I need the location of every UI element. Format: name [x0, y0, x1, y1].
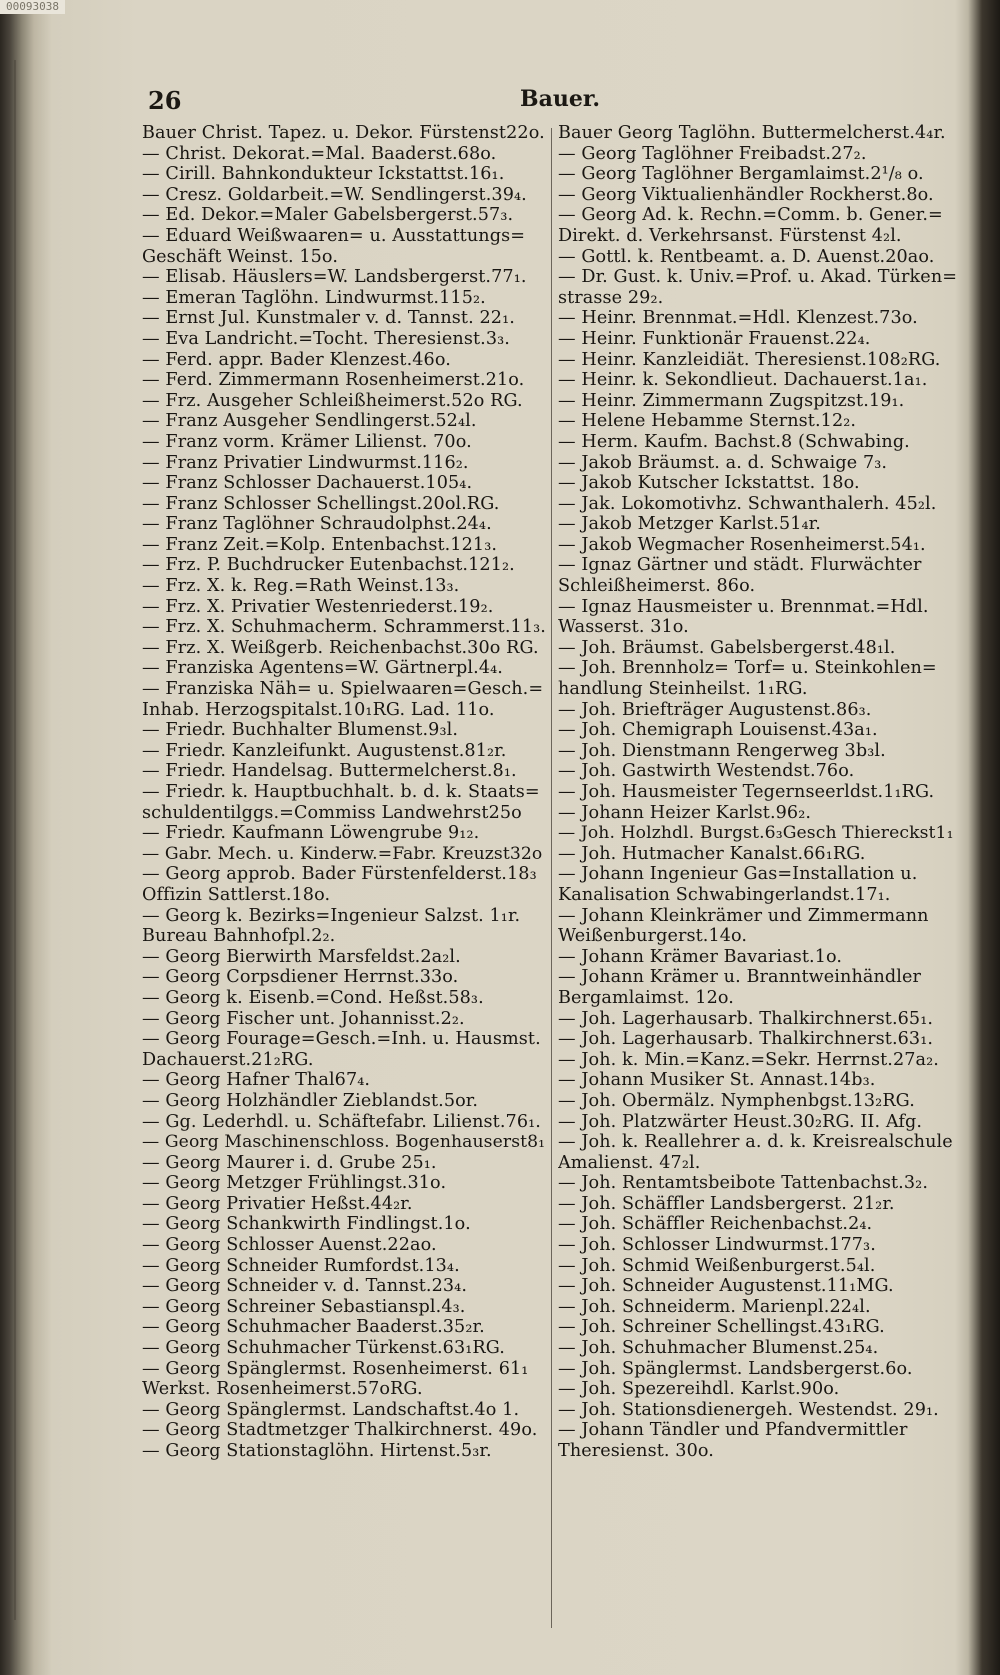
directory-entry-line: Offizin Sattlerst.18o. [142, 884, 331, 905]
directory-entry-line: — Georg Metzger Frühlingst.31o. [142, 1173, 447, 1194]
directory-entry-line: — Ferd. appr. Bader Klenzest.46o. [142, 349, 451, 370]
directory-entry-line: — Franz Taglöhner Schraudolphst.24₄. [142, 514, 492, 535]
directory-entry-line: — Ferd. Zimmermann Rosenheimerst.21o. [142, 370, 525, 391]
directory-entry-line: — Johann Ingenieur Gas=Installation u. [558, 864, 918, 885]
directory-entry-line: — Georg Spänglermst. Rosenheimerst. 61₁ [142, 1358, 529, 1379]
directory-entry-line: — Ignaz Gärtner und städt. Flurwächter [558, 555, 922, 576]
directory-entry-line: — Georg Corpsdiener Herrnst.33o. [142, 967, 459, 988]
directory-entry-line: — Joh. k. Reallehrer a. d. k. Kreisrealschule [558, 1132, 953, 1153]
directory-entry-line: — Joh. Obermälz. Nymphenbgst.13₂RG. [558, 1090, 915, 1111]
directory-entry-line: — Georg Stadtmetzger Thalkirchnerst. 49o. [142, 1420, 538, 1441]
directory-entry-line: — Heinr. Funktionär Frauenst.22₄. [558, 328, 871, 349]
directory-entry-line: Kanalisation Schwabingerlandst.17₁. [558, 884, 891, 905]
directory-entry-line: — Joh. Holzhdl. Burgst.6₃Gesch Thiereckst1₁ [558, 823, 954, 844]
directory-entry-line: — Joh. Hausmeister Tegernseerldst.1₁RG. [558, 782, 935, 802]
directory-entry-line: — Gottl. k. Rentbeamt. a. D. Auenst.20ao. [558, 246, 935, 267]
directory-entry-line: strasse 29₂. [558, 287, 664, 308]
directory-entry-line: — Joh. Gastwirth Westendst.76o. [558, 761, 855, 782]
directory-entry-line: — Christ. Dekorat.=Mal. Baaderst.68o. [142, 143, 497, 164]
directory-entry-line: Amalienst. 47₂l. [558, 1152, 701, 1173]
directory-entry-line: — Franz Schlosser Schellingst.20ol.RG. [142, 493, 500, 514]
directory-entry-line: — Georg Schlosser Auenst.22ao. [142, 1235, 437, 1256]
directory-entry-line: — Joh. Schneiderm. Marienpl.22₄l. [558, 1296, 871, 1317]
directory-entry-line: — Georg Schuhmacher Türkenst.63₁RG. [142, 1338, 505, 1359]
directory-entry-line: — Georg Schneider v. d. Tannst.23₄. [142, 1276, 468, 1297]
directory-entry-line: — Jakob Metzger Karlst.51₄r. [558, 514, 821, 535]
directory-entry-line: Bureau Bahnhofpl.2₂. [142, 926, 336, 947]
directory-entry-line: — Franz Zeit.=Kolp. Entenbachst.121₃. [142, 534, 498, 555]
directory-entry-line: — Joh. Schäffler Reichenbachst.2₄. [558, 1214, 873, 1235]
directory-entry-line: — Eduard Weißwaaren= u. Ausstattungs= [142, 225, 526, 246]
directory-entry-line: — Gabr. Mech. u. Kinderw.=Fabr. Kreuzst32o [142, 843, 543, 864]
directory-entry-line: — Eva Landricht.=Tocht. Theresienst.3₃. [142, 328, 510, 349]
directory-entry-line: — Joh. Schreiner Schellingst.43₁RG. [558, 1317, 885, 1338]
directory-entry-line: — Frz. X. Schuhmacherm. Schrammerst.11₃. [142, 617, 546, 638]
directory-entry-line: — Joh. Rentamtsbeibote Tattenbachst.3₂. [558, 1173, 929, 1194]
directory-entry-line: schuldentilggs.=Commiss Landwehrst25o [142, 802, 522, 823]
directory-entry-line: — Johann Tändler und Pfandvermittler [558, 1420, 908, 1441]
directory-entry-line: — Joh. Stationsdienergeh. Westendst. 29₁. [558, 1399, 939, 1420]
directory-entry-line: — Joh. Schäffler Landsbergerst. 21₂r. [558, 1193, 895, 1214]
directory-entry-line: — Jakob Kutscher Ickstattst. 18o. [558, 473, 860, 494]
directory-entry-line: — Joh. Schmid Weißenburgerst.5₄l. [558, 1255, 876, 1276]
column-divider [551, 128, 552, 1628]
directory-entry-line: — Jakob Bräumst. a. d. Schwaige 7₃. [558, 452, 888, 473]
directory-entry-line: — Georg Bierwirth Marsfeldst.2a₂l. [142, 946, 461, 967]
directory-entry-line: — Georg Schuhmacher Baaderst.35₂r. [142, 1317, 485, 1338]
directory-entry-line: — Georg Schreiner Sebastianspl.4₃. [142, 1296, 466, 1317]
directory-entry-line: — Georg Taglöhner Freibadst.27₂. [558, 143, 867, 164]
directory-entry-line: — Emeran Taglöhn. Lindwurmst.115₂. [142, 287, 486, 308]
page-number: 26 [148, 86, 182, 115]
directory-entry-line: — Georg Hafner Thal67₄. [142, 1070, 371, 1091]
directory-entry-line: Weißenburgerst.14o. [558, 926, 748, 947]
directory-entry-line: Bergamlaimst. 12o. [558, 987, 734, 1008]
directory-entry-line: — Georg Schankwirth Findlingst.1o. [142, 1214, 471, 1235]
directory-entry-line: — Elisab. Häuslers=W. Landsbergerst.77₁. [142, 267, 527, 288]
directory-entry-line: — Franziska Näh= u. Spielwaaren=Gesch.= [142, 679, 544, 700]
directory-entry-line: — Joh. Briefträger Augustenst.86₃. [558, 699, 872, 720]
directory-entry-line: Geschäft Weinst. 15o. [142, 246, 339, 267]
directory-entry-line: — Jak. Lokomotivhz. Schwanthalerh. 45₂l. [558, 493, 937, 514]
directory-entry-line: — Joh. Chemigraph Louisenst.43a₁. [558, 720, 878, 741]
directory-entry-line: — Georg Maschinenschloss. Bogenhauserst8₁ [142, 1132, 546, 1153]
directory-entry-line: — Frz. P. Buchdrucker Eutenbachst.121₂. [142, 555, 515, 576]
left-column [142, 123, 547, 1623]
directory-entry-line: — Joh. k. Min.=Kanz.=Sekr. Herrnst.27a₂. [558, 1049, 939, 1070]
directory-entry-line: — Georg Fourage=Gesch.=Inh. u. Hausmst. [142, 1029, 541, 1050]
directory-entry-line: Wasserst. 31o. [558, 617, 689, 638]
directory-entry-line: Direkt. d. Verkehrsanst. Fürstenst 4₂l. [558, 225, 902, 246]
directory-entry-line: — Ed. Dekor.=Maler Gabelsbergerst.57₃. [142, 205, 514, 226]
directory-entry-line: Schleißheimerst. 86o. [558, 576, 756, 597]
directory-entry-line: Werkst. Rosenheimerst.57oRG. [142, 1379, 423, 1400]
directory-entry-line: — Frz. X. Privatier Westenriederst.19₂. [142, 596, 494, 617]
directory-entry-line: Bauer Georg Taglöhn. Buttermelcherst.4₄r. [558, 123, 946, 143]
directory-entry-line: — Heinr. Kanzleidiät. Theresienst.108₂RG. [558, 349, 941, 370]
directory-entry-line: — Franz Schlosser Dachauerst.105₄. [142, 473, 473, 494]
directory-entry-line: — Joh. Schneider Augustenst.11₁MG. [558, 1276, 894, 1297]
directory-entry-line: — Johann Krämer Bavariast.1o. [558, 946, 843, 967]
directory-entry-line: — Herm. Kaufm. Bachst.8 (Schwabing. [558, 431, 910, 452]
directory-entry-line: — Joh. Hutmacher Kanalst.66₁RG. [558, 843, 866, 864]
directory-entry-line: — Joh. Spänglermst. Landsbergerst.6o. [558, 1358, 913, 1379]
directory-entry-line: — Friedr. Kaufmann Löwengrube 9₁₂. [142, 823, 480, 844]
directory-entry-line: — Heinr. Zimmermann Zugspitzst.19₁. [558, 390, 905, 411]
directory-entry-line: — Ernst Jul. Kunstmaler v. d. Tannst. 22₁. [142, 308, 515, 329]
directory-entry-line: — Frz. X. Weißgerb. Reichenbachst.30o RG. [142, 637, 539, 658]
directory-entry-line: — Friedr. Handelsag. Buttermelcherst.8₁. [142, 761, 517, 782]
directory-entry-line: — Cresz. Goldarbeit.=W. Sendlingerst.39₄. [142, 184, 527, 205]
directory-entry-line: — Friedr. Kanzleifunkt. Augustenst.81₂r. [142, 740, 507, 761]
directory-entry-line: — Georg Maurer i. d. Grube 25₁. [142, 1152, 437, 1173]
directory-entry-line: — Joh. Spezereihdl. Karlst.90o. [558, 1379, 840, 1400]
directory-entry-line: — Helene Hebamme Sternst.12₂. [558, 411, 857, 432]
directory-entry-line: Dachauerst.21₂RG. [142, 1049, 314, 1070]
directory-entry-line: — Ignaz Hausmeister u. Brennmat.=Hdl. [558, 596, 929, 617]
directory-entry-line: — Georg Viktualienhändler Rockherst.8o. [558, 184, 934, 205]
directory-entry-line: — Joh. Lagerhausarb. Thalkirchnerst.65₁. [558, 1008, 934, 1029]
binding-edge [14, 60, 24, 1620]
directory-entry-line: — Georg Schneider Rumfordst.13₄. [142, 1255, 460, 1276]
directory-entry-line: — Dr. Gust. k. Univ.=Prof. u. Akad. Türken= [558, 267, 958, 288]
directory-entry-line: — Franziska Agentens=W. Gärtnerpl.4₄. [142, 658, 503, 679]
directory-entry-line: — Joh. Schlosser Lindwurmst.177₃. [558, 1235, 876, 1256]
directory-entry-line: — Joh. Brennholz= Torf= u. Steinkohlen= [558, 658, 937, 679]
directory-entry-line: Bauer Christ. Tapez. u. Dekor. Fürstenst22o. [142, 123, 545, 143]
directory-entry-line: — Joh. Schuhmacher Blumenst.25₄. [558, 1338, 879, 1359]
directory-entry-line: handlung Steinheilst. 1₁RG. [558, 679, 808, 700]
running-head: Bauer. [520, 86, 601, 112]
directory-entry-line: Inhab. Herzogspitalst.10₁RG. Lad. 11o. [142, 699, 495, 720]
directory-entry-line: — Jakob Wegmacher Rosenheimerst.54₁. [558, 534, 926, 555]
directory-entry-line: — Georg k. Bezirks=Ingenieur Salzst. 1₁r. [142, 905, 521, 926]
directory-entry-line: — Frz. X. k. Reg.=Rath Weinst.13₃. [142, 576, 460, 597]
directory-entry-line: — Gg. Lederhdl. u. Schäftefabr. Lilienst.76₁. [142, 1111, 541, 1132]
directory-entry-line: — Franz Ausgeher Sendlingerst.52₄l. [142, 411, 477, 432]
directory-entry-line: — Johann Musiker St. Annast.14b₃. [558, 1070, 876, 1091]
directory-entry-line: — Georg k. Eisenb.=Cond. Heßst.58₃. [142, 987, 484, 1008]
directory-entry-line: — Georg approb. Bader Fürstenfelderst.18₃ [142, 864, 537, 885]
directory-entry-line: — Joh. Bräumst. Gabelsbergerst.48₁l. [558, 637, 896, 658]
directory-entry-line: — Georg Stationstaglöhn. Hirtenst.5₃r. [142, 1441, 492, 1461]
directory-entry-line: — Georg Holzhändler Zieblandst.5or. [142, 1090, 479, 1111]
directory-entry-line: — Georg Fischer unt. Johannisst.2₂. [142, 1008, 465, 1029]
directory-entry-line: — Franz vorm. Krämer Lilienst. 70o. [142, 431, 472, 452]
directory-entry-line: — Johann Kleinkrämer und Zimmermann [558, 905, 929, 926]
directory-entry-line: — Heinr. k. Sekondlieut. Dachauerst.1a₁. [558, 370, 928, 391]
directory-entry-line: — Friedr. Buchhalter Blumenst.9₃l. [142, 720, 459, 741]
directory-entry-line: — Joh. Platzwärter Heust.30₂RG. II. Afg. [558, 1111, 923, 1132]
directory-entry-line: — Frz. Ausgeher Schleißheimerst.52o RG. [142, 390, 523, 411]
directory-entry-line: — Cirill. Bahnkondukteur Ickstattst.16₁. [142, 164, 505, 185]
directory-entry-line: — Joh. Dienstmann Rengerweg 3b₃l. [558, 740, 886, 761]
directory-entry-line: — Franz Privatier Lindwurmst.116₂. [142, 452, 469, 473]
directory-entry-line: — Georg Taglöhner Bergamlaimst.2¹/₈ o. [558, 164, 924, 185]
directory-entry-line: — Georg Privatier Heßst.44₂r. [142, 1193, 413, 1214]
directory-entry-line: — Johann Heizer Karlst.96₂. [558, 802, 812, 823]
directory-entry-line: — Joh. Lagerhausarb. Thalkirchnerst.63₁. [558, 1029, 934, 1050]
directory-entry-line: — Heinr. Brennmat.=Hdl. Klenzest.73o. [558, 308, 918, 329]
directory-entry-line: Theresienst. 30o. [558, 1441, 714, 1461]
archive-reference: 00093038 [0, 0, 65, 14]
right-column [558, 123, 958, 1623]
directory-entry-line: — Georg Spänglermst. Landschaftst.4o 1. [142, 1399, 520, 1420]
directory-entry-line: — Friedr. k. Hauptbuchhalt. b. d. k. Staats= [142, 782, 540, 802]
directory-entry-line: — Johann Krämer u. Branntweinhändler [558, 967, 922, 988]
directory-entry-line: — Georg Ad. k. Rechn.=Comm. b. Gener.= [558, 205, 943, 226]
